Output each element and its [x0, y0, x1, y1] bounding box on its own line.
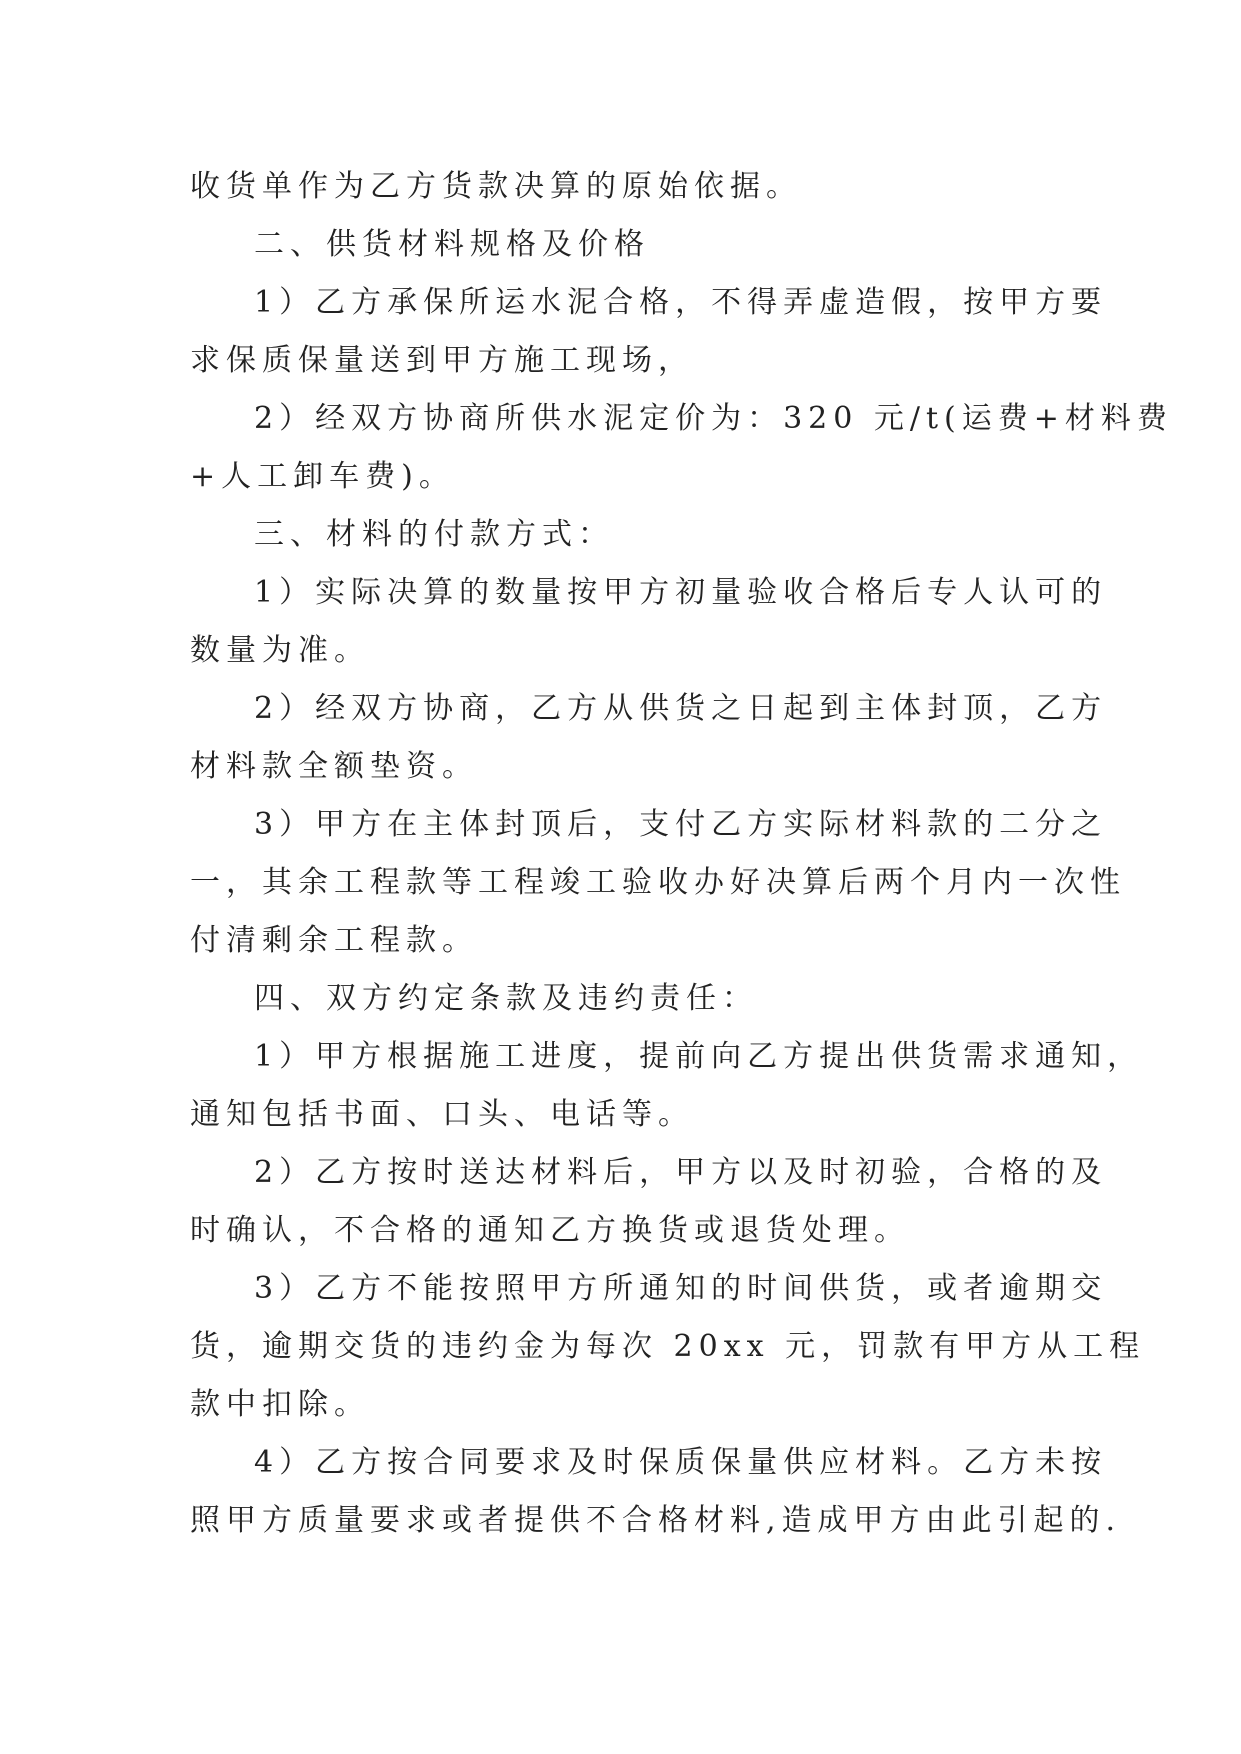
- text-line: 2）乙方按时送达材料后，甲方以及时初验，合格的及: [254, 1155, 1108, 1190]
- text-line: 通知包括书面、口头、电话等。: [190, 1097, 694, 1132]
- text-line: 2）经双方协商所供水泥定价为：320 元/t(运费+材料费: [254, 401, 1173, 436]
- text-line: 一，其余工程款等工程竣工验收办好决算后两个月内一次性: [190, 865, 1126, 900]
- section-heading: 四、双方约定条款及违约责任：: [254, 981, 758, 1016]
- text-line: 3）甲方在主体封顶后，支付乙方实际材料款的二分之: [254, 807, 1108, 842]
- section-heading: 二、供货材料规格及价格: [254, 227, 650, 262]
- text-line: 2）经双方协商，乙方从供货之日起到主体封顶，乙方: [254, 691, 1108, 726]
- text-line: 求保质保量送到甲方施工现场，: [190, 343, 694, 378]
- text-line: 时确认，不合格的通知乙方换货或退货处理。: [190, 1213, 910, 1248]
- text-line: +人工卸车费)。: [190, 459, 455, 494]
- text-line: 付清剩余工程款。: [190, 923, 478, 958]
- text-line: 数量为准。: [190, 633, 370, 668]
- text-line: 款中扣除。: [190, 1387, 370, 1422]
- text-line: 4）乙方按合同要求及时保质保量供应材料。乙方未按: [254, 1445, 1108, 1480]
- text-line: 收货单作为乙方货款决算的原始依据。: [190, 169, 802, 204]
- text-line: 3）乙方不能按照甲方所通知的时间供货，或者逾期交: [254, 1271, 1108, 1306]
- text-line: 货，逾期交货的违约金为每次 20xx 元，罚款有甲方从工程: [190, 1329, 1146, 1364]
- text-line: 1）甲方根据施工进度，提前向乙方提出供货需求通知，: [254, 1039, 1144, 1074]
- text-line: 照甲方质量要求或者提供不合格材料,造成甲方由此引起的.: [190, 1503, 1122, 1538]
- text-line: 1）乙方承保所运水泥合格，不得弄虚造假，按甲方要: [254, 285, 1108, 320]
- text-line: 1）实际决算的数量按甲方初量验收合格后专人认可的: [254, 575, 1108, 610]
- section-heading: 三、材料的付款方式：: [254, 517, 614, 552]
- text-line: 材料款全额垫资。: [190, 749, 478, 784]
- document-body: [190, 158, 1173, 1550]
